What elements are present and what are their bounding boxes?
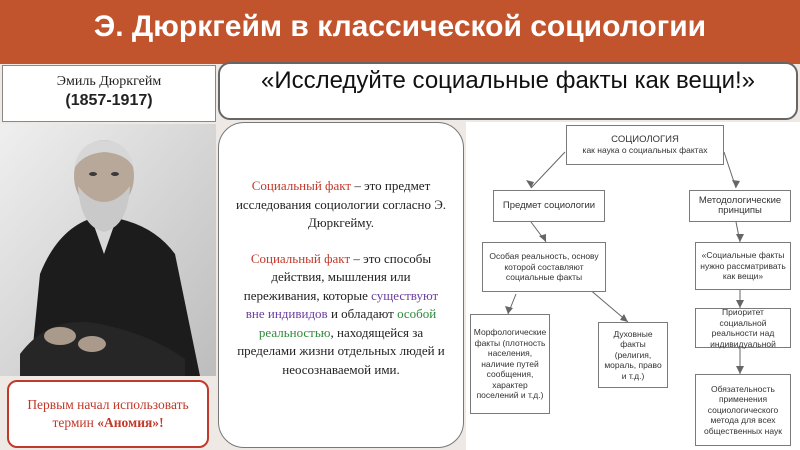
root-title: СОЦИОЛОГИЯ [611, 133, 679, 145]
root-subtitle: как наука о социальных фактах [582, 145, 708, 155]
diagram-morph [470, 314, 550, 414]
definition-2-term: Социальный факт [250, 250, 351, 266]
note-end: ! [159, 415, 164, 430]
definition-2-purple: существуют вне индивидов [245, 287, 439, 321]
diagram-root [566, 125, 724, 165]
morph-label: Морфологические факты (плотность населения, наличие путей сообщения, характер поселений и т.д.) [473, 327, 547, 401]
definition-1-text: – это предмет исследования социологии согласно Э. Дюркгейму. [235, 178, 447, 230]
definition-2-text-b: и обладают [327, 306, 398, 321]
diagram-obligatory [695, 374, 791, 446]
definition-2 [233, 250, 449, 380]
diagram-reality [482, 242, 606, 292]
methods-label: Методологические принципы [698, 194, 782, 216]
definition-panel [218, 122, 464, 448]
diagram-methods [689, 190, 791, 222]
title-text: Дюркгейм в классической социологии [123, 10, 707, 43]
definition-2-text-a: – это способы действия, мышления или переживания, которые [243, 250, 432, 303]
definition-2-green: особой реальностью [258, 306, 437, 340]
note-term: «Аномия» [97, 415, 160, 430]
obligatory-label: Обязательность применения социологического метода для всех общественных наук [704, 383, 782, 436]
subject-label: Предмет социологии [502, 199, 596, 211]
quote-text: «Исследуйте социальные факты как вещи!» [260, 67, 756, 94]
priority-label: Приоритет социальной реальности над индивидуальной [710, 307, 776, 349]
spirit-label: Духовные факты (религия, мораль, право и т.д.) [604, 328, 662, 381]
reality-label: Особая реальность, основу которой составляют социальные факты [489, 251, 599, 283]
definition-2-text-c: , находящейся за пределами жизни отдельных людей и неосознаваемой ими. [237, 324, 445, 377]
note-text: Первым начал использовать термин [27, 397, 189, 430]
person-years: (1857-1917) [65, 92, 153, 109]
slide-title [0, 10, 800, 44]
diagram-priority [695, 308, 791, 348]
name-box [2, 65, 216, 122]
diagram-things [695, 242, 791, 290]
title-initial: Э. [93, 10, 124, 43]
diagram-subject [493, 190, 605, 222]
quote-box [218, 62, 798, 120]
portrait-photo [0, 124, 216, 376]
person-name: Эмиль Дюркгейм [56, 74, 162, 89]
things-label: «Социальные факты нужно рассматривать как вещи» [700, 250, 786, 282]
definition-1-term: Социальный факт [251, 178, 352, 193]
definition-1 [233, 177, 449, 233]
aanomie-note [7, 380, 209, 448]
diagram-spirit [598, 322, 668, 388]
sociology-diagram [466, 122, 800, 450]
